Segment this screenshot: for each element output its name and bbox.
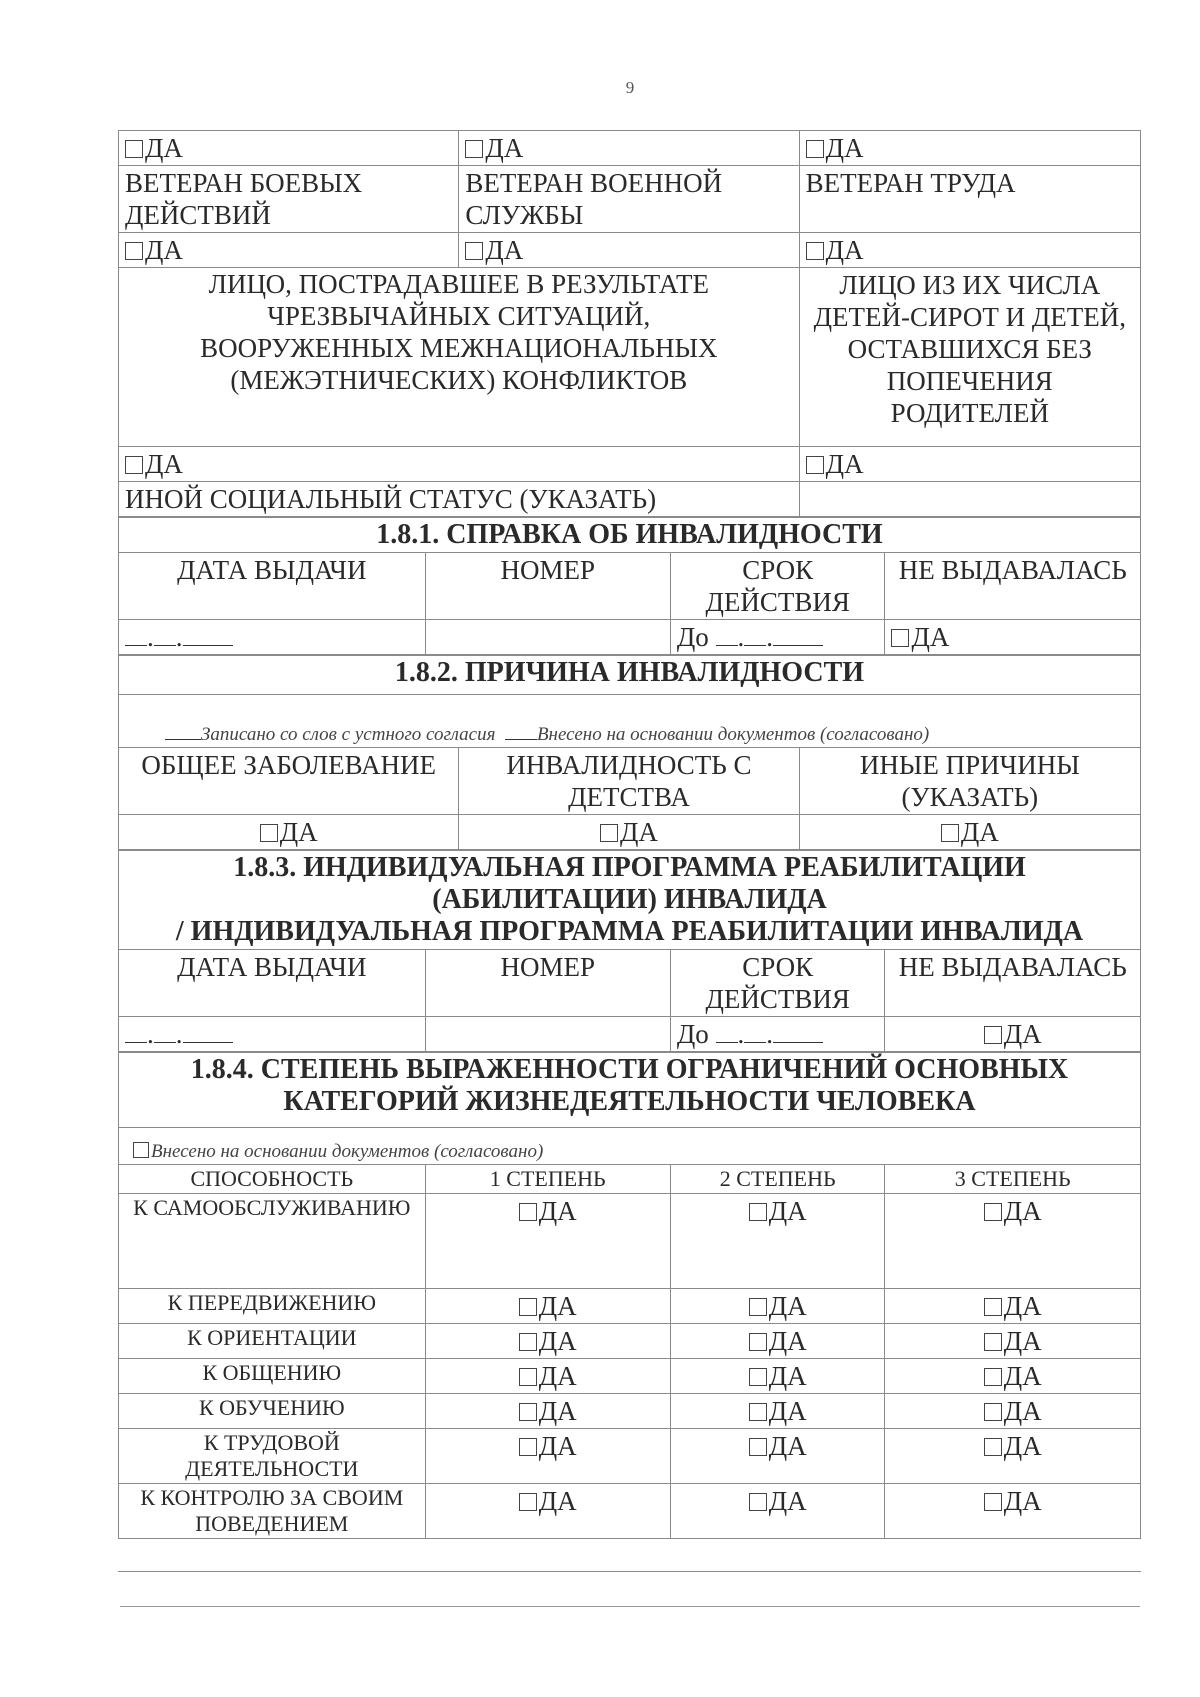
learning-deg1-yes[interactable]: ДА [425, 1394, 670, 1429]
col-issue-date: ДАТА ВЫДАЧИ [119, 553, 426, 620]
rehabilitation-program-table [118, 850, 1141, 1052]
checkbox-icon[interactable] [984, 1298, 1002, 1316]
yes-checkbox-top-3[interactable]: ДА [799, 131, 1140, 166]
emergency-victim-label: ЛИЦО, ПОСТРАДАВШЕЕ В РЕЗУЛЬТАТЕ ЧРЕЗВЫЧАЙНЫХ СИТУАЦИЙ, ВООРУЖЕННЫХ МЕЖНАЦИОНАЛЬНЫХ (МЕЖЭТНИЧЕСКИХ) КОНФЛИКТОВ [119, 268, 800, 447]
disability-cause-table [118, 655, 1141, 850]
checkbox-icon[interactable] [984, 1203, 1002, 1221]
checkbox-icon[interactable] [519, 1333, 537, 1351]
table-bottom-spacer [119, 1539, 1141, 1572]
checkbox-icon[interactable] [260, 824, 278, 842]
other-status-field[interactable] [799, 482, 1140, 517]
checkbox-icon[interactable] [806, 140, 824, 158]
col-degree-1: 1 СТЕПЕНЬ [425, 1165, 670, 1194]
checkbox-icon[interactable] [125, 456, 143, 474]
checkbox-icon[interactable] [519, 1438, 537, 1456]
emergency-victim-yes[interactable]: ДА [119, 447, 800, 482]
checkbox-icon[interactable] [806, 242, 824, 260]
ability-self-care: К САМООБСЛУЖИВАНИЮ [119, 1194, 426, 1289]
learning-deg2-yes[interactable]: ДА [670, 1394, 885, 1429]
limitations-degree-table [118, 1052, 1141, 1572]
checkbox-icon[interactable] [465, 140, 483, 158]
section-184-title: 1.8.4. СТЕПЕНЬ ВЫРАЖЕННОСТИ ОГРАНИЧЕНИЙ ОСНОВНЫХ КАТЕГОРИЙ ЖИЗНЕДЕЯТЕЛЬНОСТИ ЧЕЛОВЕКА [119, 1053, 1141, 1128]
section-182-title: 1.8.2. ПРИЧИНА ИНВАЛИДНОСТИ [119, 656, 1141, 695]
learning-deg3-yes[interactable]: ДА [885, 1394, 1141, 1429]
checkbox-icon[interactable] [749, 1438, 767, 1456]
col-childhood-disability: ИНВАЛИДНОСТЬ С ДЕТСТВА [459, 748, 799, 815]
issue-date-field[interactable]: . . [119, 620, 426, 655]
checkbox-icon[interactable] [519, 1368, 537, 1386]
checkbox-icon[interactable] [984, 1368, 1002, 1386]
col-degree-3: 3 СТЕПЕНЬ [885, 1165, 1141, 1194]
movement-deg2-yes[interactable]: ДА [670, 1289, 885, 1324]
combat-veteran-yes[interactable]: ДА [119, 233, 459, 268]
yes-checkbox-top-2[interactable]: ДА [459, 131, 799, 166]
military-veteran-yes[interactable]: ДА [459, 233, 799, 268]
col-general-disease: ОБЩЕЕ ЗАБОЛЕВАНИЕ [119, 748, 459, 815]
communication-deg3-yes[interactable]: ДА [885, 1359, 1141, 1394]
checkbox-icon[interactable] [519, 1298, 537, 1316]
col-number: НОМЕР [425, 553, 670, 620]
other-causes-yes[interactable]: ДА [799, 815, 1140, 850]
ability-movement: К ПЕРЕДВИЖЕНИЮ [119, 1289, 426, 1324]
movement-deg1-yes[interactable]: ДА [425, 1289, 670, 1324]
ability-learning: К ОБУЧЕНИЮ [119, 1394, 426, 1429]
not-issued-yes[interactable]: ДА [885, 1017, 1141, 1052]
self-care-deg1-yes[interactable]: ДА [425, 1194, 670, 1289]
other-status-label: ИНОЙ СОЦИАЛЬНЫЙ СТАТУС (УКАЗАТЬ) [119, 482, 800, 517]
ability-orientation: К ОРИЕНТАЦИИ [119, 1324, 426, 1359]
ability-work: К ТРУДОВОЙ ДЕЯТЕЛЬНОСТИ [119, 1429, 426, 1484]
self-care-deg3-yes[interactable]: ДА [885, 1194, 1141, 1289]
checkbox-icon[interactable] [749, 1493, 767, 1511]
checkbox-icon[interactable] [891, 629, 909, 647]
col-not-issued: НЕ ВЫДАВАЛАСЬ [885, 553, 1141, 620]
checkbox-icon[interactable] [984, 1026, 1002, 1044]
page-number: 9 [625, 78, 635, 97]
communication-deg2-yes[interactable]: ДА [670, 1359, 885, 1394]
checkbox-icon[interactable] [600, 824, 618, 842]
labour-veteran-yes[interactable]: ДА [799, 233, 1140, 268]
checkbox-icon[interactable] [519, 1403, 537, 1421]
checkbox-icon[interactable] [519, 1203, 537, 1221]
col-validity: СРОК ДЕЙСТВИЯ [670, 553, 885, 620]
issue-date-field[interactable]: . . [119, 1017, 426, 1052]
movement-deg3-yes[interactable]: ДА [885, 1289, 1141, 1324]
col-other-causes: ИНЫЕ ПРИЧИНЫ (УКАЗАТЬ) [799, 748, 1140, 815]
social-status-table [118, 130, 1141, 517]
behaviour-deg1-yes[interactable]: ДА [425, 1484, 670, 1539]
source-note [119, 695, 1141, 748]
checkbox-icon[interactable] [749, 1333, 767, 1351]
section-183-title: 1.8.3. ИНДИВИДУАЛЬНАЯ ПРОГРАММА РЕАБИЛИТАЦИИ (АБИЛИТАЦИИ) ИНВАЛИДА / ИНДИВИДУАЛЬНАЯ ПРОГРАММА РЕАБИЛИТАЦИИ ИНВАЛИДА [119, 851, 1141, 950]
behaviour-deg2-yes[interactable]: ДА [670, 1484, 885, 1539]
bottom-rule [120, 1606, 1140, 1607]
work-deg2-yes[interactable]: ДА [670, 1429, 885, 1484]
checkbox-icon[interactable] [984, 1333, 1002, 1351]
military-veteran-label: ВЕТЕРАН ВОЕННОЙ СЛУЖБЫ [459, 166, 799, 233]
checkbox-icon[interactable] [125, 140, 143, 158]
section-181-title: 1.8.1. СПРАВКА ОБ ИНВАЛИДНОСТИ [119, 518, 1141, 553]
checkbox-icon[interactable] [133, 1142, 149, 1158]
col-ability: СПОСОБНОСТЬ [119, 1165, 426, 1194]
checkbox-icon[interactable] [984, 1403, 1002, 1421]
labour-veteran-label: ВЕТЕРАН ТРУДА [799, 166, 1140, 233]
checkbox-icon[interactable] [984, 1493, 1002, 1511]
col-issue-date: ДАТА ВЫДАЧИ [119, 950, 426, 1017]
checkbox-icon[interactable] [984, 1438, 1002, 1456]
col-validity: СРОК ДЕЙСТВИЯ [670, 950, 885, 1017]
col-number: НОМЕР [425, 950, 670, 1017]
number-field[interactable] [425, 1017, 670, 1052]
communication-deg1-yes[interactable]: ДА [425, 1359, 670, 1394]
orphan-label: ЛИЦО ИЗ ИХ ЧИСЛА ДЕТЕЙ-СИРОТ И ДЕТЕЙ, ОСТАВШИХСЯ БЕЗ ПОПЕЧЕНИЯ РОДИТЕЛЕЙ [799, 268, 1140, 447]
checkbox-icon[interactable] [749, 1203, 767, 1221]
documents-note: Внесено на основании документов (согласовано) [119, 1128, 1141, 1165]
checkbox-icon[interactable] [465, 242, 483, 260]
orientation-deg1-yes[interactable]: ДА [425, 1324, 670, 1359]
ability-communication: К ОБЩЕНИЮ [119, 1359, 426, 1394]
orientation-deg2-yes[interactable]: ДА [670, 1324, 885, 1359]
childhood-disability-yes[interactable]: ДА [459, 815, 799, 850]
yes-checkbox-top-1[interactable]: ДА [119, 131, 459, 166]
form-sheet [118, 130, 1141, 1572]
not-issued-yes[interactable]: ДА [885, 620, 1141, 655]
work-deg1-yes[interactable]: ДА [425, 1429, 670, 1484]
work-deg3-yes[interactable]: ДА [885, 1429, 1141, 1484]
col-degree-2: 2 СТЕПЕНЬ [670, 1165, 885, 1194]
combat-veteran-label: ВЕТЕРАН БОЕВЫХ ДЕЙСТВИЙ [119, 166, 459, 233]
checkbox-icon[interactable] [749, 1298, 767, 1316]
checkbox-icon[interactable] [519, 1493, 537, 1511]
note-verbal: Записано со слов с устного согласия [201, 724, 496, 745]
ability-behaviour-control: К КОНТРОЛЮ ЗА СВОИМ ПОВЕДЕНИЕМ [119, 1484, 426, 1539]
col-not-issued: НЕ ВЫДАВАЛАСЬ [885, 950, 1141, 1017]
number-field[interactable] [425, 620, 670, 655]
checkbox-icon[interactable] [806, 456, 824, 474]
disability-certificate-table [118, 517, 1141, 655]
checkbox-icon[interactable] [941, 824, 959, 842]
note-documents: Внесено на основании документов (согласовано) [536, 724, 930, 745]
behaviour-deg3-yes[interactable]: ДА [885, 1484, 1141, 1539]
orientation-deg3-yes[interactable]: ДА [885, 1324, 1141, 1359]
checkbox-icon[interactable] [749, 1403, 767, 1421]
checkbox-icon[interactable] [125, 242, 143, 260]
orphan-yes[interactable]: ДА [799, 447, 1140, 482]
checkbox-icon[interactable] [749, 1368, 767, 1386]
validity-field[interactable]: До . . [670, 620, 885, 655]
general-disease-yes[interactable]: ДА [119, 815, 459, 850]
self-care-deg2-yes[interactable]: ДА [670, 1194, 885, 1289]
validity-field[interactable]: До . . [670, 1017, 885, 1052]
